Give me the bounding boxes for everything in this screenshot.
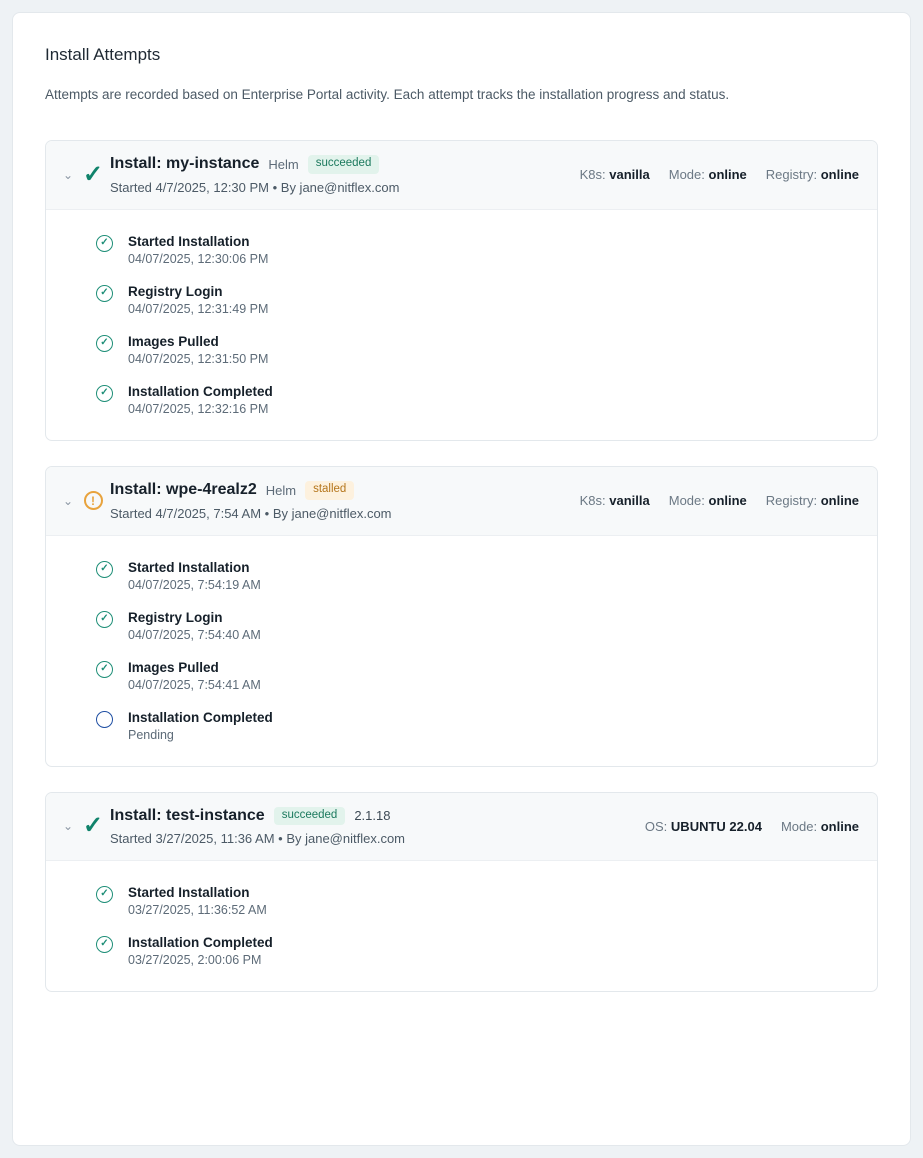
meta-item [645, 819, 762, 834]
step-label: Images Pulled [128, 659, 219, 675]
step-text [128, 935, 859, 967]
page-description: Attempts are recorded based on Enterprise Portal activity. Each attempt tracks the installation progress and status. [45, 87, 730, 102]
step-label: Started Installation [128, 559, 250, 575]
check-glyph: ✓ [82, 812, 104, 840]
ring-glyph: ✓ [96, 335, 113, 352]
attempt-title: Install: my-instance [110, 155, 260, 173]
step-row [96, 384, 859, 416]
step-timestamp: 03/27/2025, 2:00:06 PM [128, 953, 262, 968]
step-timestamp: 04/07/2025, 12:31:49 PM [128, 301, 269, 316]
page-title: Install Attempts [45, 45, 161, 64]
meta-value: vanilla [609, 493, 650, 509]
step-row [96, 710, 859, 742]
check-circle-icon [96, 334, 128, 352]
step-timestamp: 03/27/2025, 11:36:52 AM [128, 903, 267, 918]
step-label: Installation Completed [128, 935, 273, 951]
attempt-meta [631, 819, 859, 834]
step-row [96, 610, 859, 642]
meta-item [781, 819, 859, 834]
step-timestamp: 04/07/2025, 12:30:06 PM [128, 251, 269, 266]
attempt-version: 2.1.18 [354, 808, 391, 824]
attempt-title-row [110, 155, 566, 174]
attempt-steps [46, 861, 877, 991]
attempts-list [33, 140, 890, 992]
attempt-summary [110, 155, 566, 195]
meta-label: Registry: [765, 167, 818, 183]
step-label: Started Installation [128, 233, 250, 249]
check-glyph: ✓ [82, 160, 104, 188]
meta-item [766, 493, 859, 508]
meta-item [580, 167, 650, 182]
attempt-kind: Helm [268, 156, 299, 172]
step-label: Registry Login [128, 283, 223, 299]
step-label: Registry Login [128, 609, 223, 625]
warning-circle-icon [76, 491, 110, 510]
check-circle-icon [96, 284, 128, 302]
check-circle-icon [96, 610, 128, 628]
ring-glyph [96, 711, 113, 728]
meta-value: UBUNTU 22.04 [670, 818, 762, 834]
ring-glyph: ✓ [96, 235, 113, 252]
chevron-down-icon[interactable]: ⌄ [62, 493, 74, 508]
check-circle-icon [96, 560, 128, 578]
step-label: Installation Completed [128, 709, 273, 725]
attempt-card [45, 792, 878, 993]
attempt-header[interactable] [46, 793, 877, 862]
step-text [128, 560, 859, 592]
step-label: Started Installation [128, 885, 250, 901]
meta-label: OS: [644, 818, 668, 834]
check-circle-icon [96, 935, 128, 953]
chevron-down-icon[interactable]: ⌄ [62, 819, 74, 834]
meta-label: Mode: [668, 493, 705, 509]
ring-glyph: ✓ [96, 611, 113, 628]
check-circle-icon [76, 160, 110, 188]
meta-label: Mode: [668, 167, 705, 183]
ring-glyph: ✓ [96, 285, 113, 302]
check-circle-icon [96, 660, 128, 678]
step-text [128, 284, 859, 316]
step-row [96, 560, 859, 592]
check-circle-icon [96, 384, 128, 402]
meta-value: online [708, 167, 747, 183]
meta-value: online [820, 818, 859, 834]
ring-glyph: ✓ [96, 661, 113, 678]
step-timestamp: 04/07/2025, 12:31:50 PM [128, 351, 269, 366]
check-circle-icon [96, 885, 128, 903]
meta-value: online [820, 493, 859, 509]
meta-label: Registry: [765, 493, 818, 509]
meta-value: online [708, 493, 747, 509]
install-attempts-panel [12, 12, 911, 1146]
check-circle-icon [76, 814, 110, 838]
attempt-header[interactable] [46, 467, 877, 536]
attempt-title: Install: wpe-4realz2 [110, 481, 257, 499]
step-timestamp: 04/07/2025, 7:54:41 AM [128, 677, 261, 692]
attempt-meta [566, 493, 859, 508]
attempt-card [45, 466, 878, 767]
meta-item [669, 493, 747, 508]
attempt-subtitle: Started 3/27/2025, 11:36 AM • By jane@nitflex.com [110, 831, 406, 847]
attempt-summary [110, 807, 631, 847]
ring-glyph: ✓ [96, 886, 113, 903]
attempt-meta [566, 167, 859, 182]
meta-value: online [820, 167, 859, 183]
meta-item [766, 167, 859, 182]
step-text [128, 660, 859, 692]
step-text [128, 885, 859, 917]
step-timestamp: 04/07/2025, 7:54:40 AM [128, 627, 261, 642]
attempt-header[interactable] [46, 141, 877, 210]
attempt-steps [46, 210, 877, 440]
step-row [96, 660, 859, 692]
attempt-steps [46, 536, 877, 766]
step-text [128, 710, 859, 742]
attempt-subtitle: Started 4/7/2025, 7:54 AM • By jane@nitflex.com [110, 505, 392, 521]
meta-label: Mode: [780, 818, 818, 834]
attempt-kind: Helm [265, 482, 297, 498]
meta-label: K8s: [579, 167, 606, 183]
step-text [128, 234, 859, 266]
meta-value: vanilla [609, 167, 650, 183]
status-badge: succeeded [274, 807, 346, 826]
step-label: Installation Completed [128, 383, 273, 399]
step-row [96, 935, 859, 967]
step-row [96, 234, 859, 266]
step-row [96, 885, 859, 917]
ring-glyph: ✓ [96, 385, 113, 402]
status-badge: stalled [305, 481, 354, 500]
meta-item [580, 493, 650, 508]
step-timestamp: Pending [128, 727, 174, 742]
step-text [128, 384, 859, 416]
step-label: Images Pulled [128, 333, 219, 349]
step-row [96, 334, 859, 366]
attempt-summary [110, 481, 566, 521]
warning-glyph: ! [84, 491, 103, 510]
step-timestamp: 04/07/2025, 7:54:19 AM [128, 577, 261, 592]
step-row [96, 284, 859, 316]
meta-label: K8s: [579, 493, 606, 509]
pending-circle-icon [96, 710, 128, 728]
chevron-down-icon[interactable]: ⌄ [62, 167, 74, 182]
step-timestamp: 04/07/2025, 12:32:16 PM [128, 401, 269, 416]
step-text [128, 610, 859, 642]
attempt-card [45, 140, 878, 441]
attempt-title-row [110, 481, 566, 500]
status-badge: succeeded [308, 155, 380, 174]
step-text [128, 334, 859, 366]
attempt-title-row [110, 807, 631, 826]
ring-glyph: ✓ [96, 561, 113, 578]
ring-glyph: ✓ [96, 936, 113, 953]
attempt-title: Install: test-instance [110, 806, 265, 824]
meta-item [669, 167, 747, 182]
check-circle-icon [96, 234, 128, 252]
attempt-subtitle: Started 4/7/2025, 12:30 PM • By jane@nitflex.com [110, 179, 400, 195]
